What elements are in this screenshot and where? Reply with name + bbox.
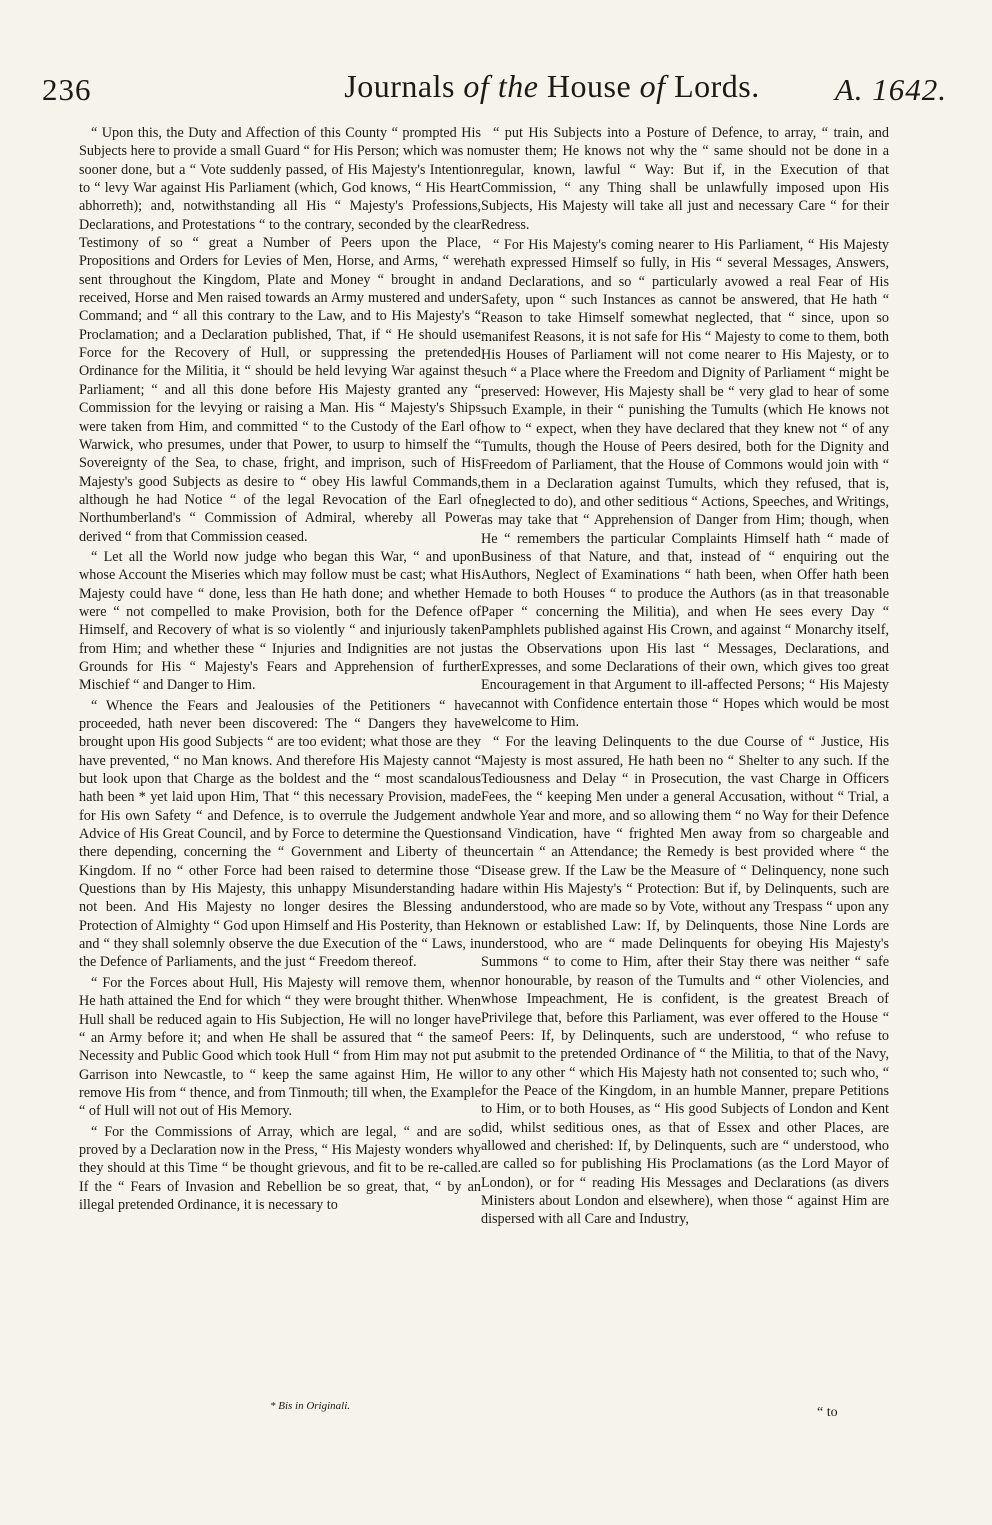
paragraph: “ put His Subjects into a Posture of Defence, to array, “ train, and muster them; He knows not why the “ same should not be done in a regular, known, lawful “ Way: But if, in the Execution of that Commission, “ any Thing shall be unlawfully imposed upon His Subjects, His Majesty will take all just and necessary Care “ for their Redress. [481,125,889,233]
running-title [342,68,762,105]
title-word: Lords. [674,68,760,104]
paragraph: “ For His Majesty's coming nearer to His Parliament, “ His Majesty hath expressed Himself so fully, in His “ several Messages, Answers, and Declarations, and so “ particularly avowed a real Fear of His Safety, upon “ such Instances as cannot be answered, that He hath “ Reason to take Himself somewhat neglected, that “ since, upon so manifest Reasons, it is not safe for His “ Majesty to come to them, both His Houses of Parliament will not come nearer to His Majesty, or to such “ a Place where the Freedom and Dignity of Parliament “ might be preserved: However, His Majesty shall be “ very glad to hear of some such Example, in their “ punishing the Tumults (which He knows not how to “ expect, when they have declared that they knew not “ of any Tumults, though the House of Peers desired, both for the Dignity and Freedom of Parliament, that the House of Commons would join with “ them in a Declaration against Tumults, which they refused, that is, neglected to do), and other seditious “ Actions, Speeches, and Writings, as may take that “ Apprehension of Danger from Him; though, when He “ remembers the particular Complaints Himself hath “ made of Business of that Nature, and that, instead of “ enquiring out the Authors, Neglect of Examinations “ hath been, when Offer hath been made to both Houses “ to produce the Authors (as in that treasonable Paper “ concerning the Militia), and when He sees every Day “ Pamphlets published against His Crown, and against “ Monarchy itself, as the Observations upon His last “ Messages, Declarations, and Expresses, and some Declarations of their own, which gives too great Encouragement in that Argument to ill-affected Persons; “ His Majesty cannot with Confidence entertain those “ Hopes which would be most welcome to Him. [481,237,889,730]
paragraph: “ Whence the Fears and Jealousies of the Petitioners “ have proceeded, hath never been discovered: The “ Dangers they have brought upon His good Subjects “ are too evident; what those are they have prevented, “ no Man knows. And therefore His Majesty cannot “ but look upon that Charge as the boldest and the “ most scandalous hath been * yet laid upon Him, That “ this necessary Provision, made for His own Safety “ and Defence, is to overrule the Judgement and Advice of His Great Council, and by Force to determine the Questions there depending, concerning the “ Government and Liberty of the Kingdom. If no “ other Force had been raised to determine those “ Questions than by His Majesty, this unhappy Misunderstanding had not been. And His Majesty no longer desires the Blessing and Protection of Almighty “ God upon Himself and His Posterity, than He and “ they shall solemnly observe the due Execution of the “ Laws, in the Defence of Parliaments, and the just “ Freedom thereof. [79,697,481,971]
title-word: of [639,68,666,104]
year-marker: A. 1642. [834,72,947,107]
paragraph: “ Upon this, the Duty and Affection of this County “ prompted His Subjects here to provide a small Guard “ for His Person; which was no sooner done, but a “ Vote suddenly passed, of His Majesty's Intention to “ levy War against His Parliament (which, God knows, “ His Heart abhorreth); and, notwithstanding all His “ Majesty's Professions, Declarations, and Protestations “ to the contrary, seconded by the clear Testimony of so “ great a Number of Peers upon the Place, Propositions and Orders for Levies of Men, Horse, and Arms, “ were sent throughout the Kingdom, Plate and Money “ brought in and received, Horse and Men raised towards an Army mustered and under Command; and “ all this contrary to the Law, and to His Majesty's “ Proclamation; and a Declaration published, That, if “ He should use Force for the Recovery of Hull, or suppressing the pretended Ordinance for the Militia, it “ should be held levying War against the Parliament; “ and all this done before His Majesty granted any “ Commission for the levying or raising a Man. His “ Majesty's Ships were taken from Him, and committed “ to the Custody of the Earl of Warwick, who presumes, under that Power, to usurp to himself the “ Sovereignty of the Sea, to chase, fright, and imprison, such of His Majesty's good Subjects as desire to “ obey His lawful Commands, although he had Notice “ of the legal Revocation of the Earl of Northumberland's “ Commission of Admiral, whereby all Power derived “ from that Commission ceased. [79,125,481,545]
catchword: “ to [817,1405,838,1420]
paragraph: “ For the Forces about Hull, His Majesty will remove them, when He hath attained the End for which “ they were brought thither. When Hull shall be reduced again to His Subjection, He will no longer have “ an Army before it; and when He shall be assured that “ the same Necessity and Public Good which took Hull “ from Him may not put a Garrison into Newcastle, to “ keep the same against Him, He will remove His from “ thence, and from Tinmouth; till when, the Example “ of Hull will not out of His Memory. [79,974,481,1120]
paragraph: “ Let all the World now judge who began this War, “ and upon whose Account the Miseries which may follow must be cast; what His Majesty could have “ done, less than He hath done; and whether He were “ not compelled to make Provision, both for the Defence of Himself, and Recovery of what is so violently “ and injuriously taken from Him; and whether these “ Injuries and Indignities are not just Grounds for His “ Majesty's Fears and Apprehension of further Mischief “ and Danger to Him. [79,548,481,694]
paragraph: “ For the leaving Delinquents to the due Course of “ Justice, His Majesty is most assured, He hath been no “ Shelter to any such. If the Tediousness and Delay “ in Prosecution, the vast Charge in Officers Fees, the “ keeping Men under a general Accusation, without “ Trial, a whole Year and more, and so allowing them “ no Way for their Defence and Vindication, have “ frighted Men away from so chargeable and uncertain “ an Attendance; the Remedy is best provided where “ the Disease grew. If the Law be the Measure of “ Delinquency, none such are within His Majesty's “ Protection: But if, by Delinquents, such are understood, who are made so by Vote, without any Trespass “ upon any known or established Law: If, by Delinquents, those Nine Lords are understood, who are “ made Delinquents for obeying His Majesty's Summons “ to come to Him, after their Stay there was neither “ safe nor honourable, by reason of the Tumults and “ other Violencies, and whose Impeachment, He is confident, is the greatest Breach of Privilege that, before this Parliament, was ever offered to the House “ of Peers: If, by Delinquents, such are understood, “ who refuse to submit to the pretended Ordinance of “ the Militia, to that of the Navy, or to any other “ which His Majesty hath not consented to; such who, “ for the Peace of the Kingdom, in an humble Manner, prepare Petitions to Him, or to both Houses, as “ His good Subjects of London and Kent did, whilst seditious ones, as that of Essex and other Places, are allowed and cherished: If, by Delinquents, such are “ understood, who are called so for publishing His Proclamations (as the Lord Mayor of London), or for “ reading His Messages and Declarations (as divers Ministers about London and elsewhere), when those “ against Him are dispersed with all Care and Industry, [481,734,889,1228]
page-header [42,68,947,116]
title-word: House [546,68,632,104]
left-column [79,124,481,1214]
footnote: * Bis in Originali. [269,1400,351,1412]
paragraph: “ For the Commissions of Array, which are legal, “ and are so proved by a Declaration now in the Press, “ His Majesty wonders why they should at this Time “ be thought grievous, and fit to be re-called. If the “ Fears of Invasion and Rebellion be so great, that, “ by an illegal pretended Ordinance, it is necessary to [79,1123,481,1213]
title-word: of [463,68,490,104]
title-word: Journals [344,68,455,104]
title-word: the [497,68,539,104]
right-column [481,124,889,1229]
page-number: 236 [42,72,92,107]
